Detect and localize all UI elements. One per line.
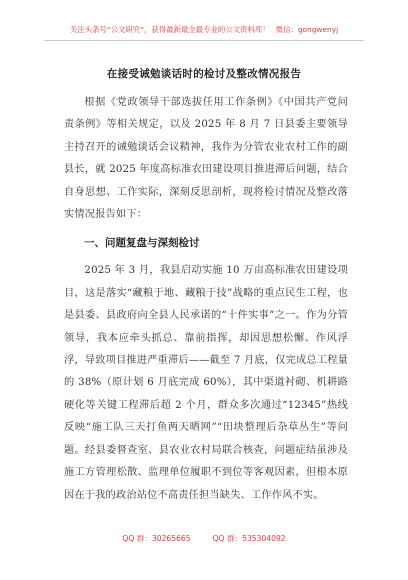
document-body xyxy=(64,92,348,507)
section-paragraph: 2025 年 3 月，我县启动实施 10 万亩高标准农田建设项目，这是落实“藏粮于地、藏粮于技”战略的重点民生工程，也是县委、县政府向全县人民承诺的“十件实事”之一。作为分管领导，我本应牵头抓总、靠前指挥，却因思想松懈、作风浮浮，导致项目推进严重滞后——截至 7 月底，仅完成总工程量的 38%（原计划 6 月底完成 60%），其中渠道衬砌、机耕路硬化等关键工程滞后超 2 个月，群众多次通过“12345”热线反映“施工队三天打鱼两天晒网”“田块整理后杂草丛生”等问题。经县委督查室、县农业农村局联合核查，问题症结虽涉及施工方管理松散、监理单位履职不到位等客观因素，但根本原因在于我的政治站位不高责任担当缺失、工作作风不实。 xyxy=(64,265,348,501)
document-title: 在接受诫勉谈话时的检讨及整改情况报告 xyxy=(106,68,302,80)
footer xyxy=(0,533,408,544)
intro-paragraph: 根据《党政领导干部选拔任用工作条例》《中国共产党问责条例》等相关规定，以及 2025 年 8 月 7 日县委主要领导主持召开的诫勉谈话会议精神，我作为分管农业农村工作的副县长，就 2025 年度高标准农田建设项目推进滞后问题，结合自身思想、工作实际，深刻反思剖析，现将检讨情况及整改落实情况报告如下： xyxy=(64,97,348,221)
section-heading: 一、问题复盘与深刻检讨 xyxy=(84,237,200,250)
footer-qq-group-1: QQ 群：30265665 xyxy=(122,534,191,543)
banner-promo-text: 关注头条号“公文研究”，获得最新最全最专业的公文资料库！ xyxy=(69,25,270,34)
top-banner xyxy=(0,24,408,35)
footer-qq-group-2: QQ 群：535304092 xyxy=(212,534,286,543)
header-divider xyxy=(44,40,364,41)
banner-wechat-text: 微信：gongwenyj xyxy=(275,25,339,34)
